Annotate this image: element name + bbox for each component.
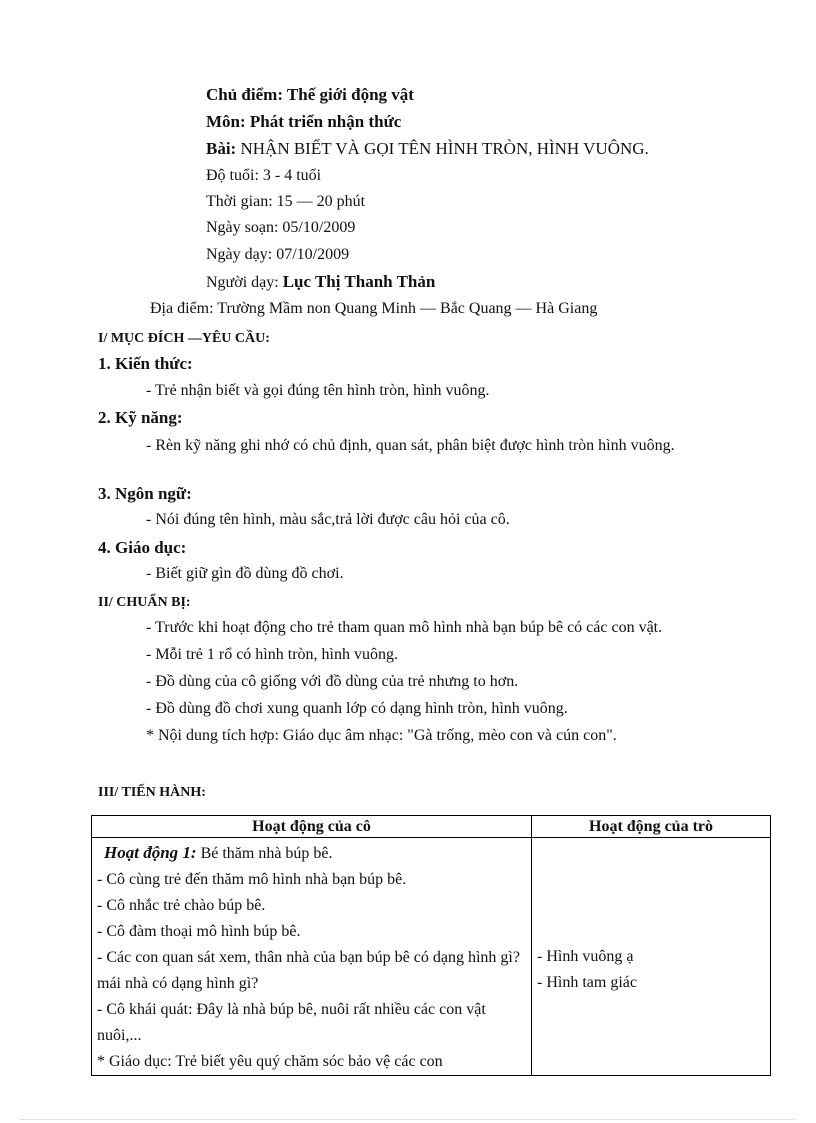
teacher-line: - Các con quan sát xem, thân nhà của bạn búp bê có dạng hình gì? mái nhà có dạng hình gì? xyxy=(97,949,520,992)
prep-item: - Đồ dùng đồ chơi xung quanh lớp có dạng hình tròn, hình vuông. xyxy=(146,700,568,717)
table-row xyxy=(92,838,771,1076)
teacher-line: - Cô đàm thoại mô hình búp bê. xyxy=(97,923,301,940)
lesson-title: NHẬN BIẾT VÀ GỌI TÊN HÌNH TRÒN, HÌNH VUÔNG. xyxy=(240,139,649,158)
language-text: - Nói đúng tên hình, màu sắc,trả lời được câu hỏi của cô. xyxy=(146,511,510,528)
child-column-header: Hoạt động của trò xyxy=(532,816,771,838)
integration-note: * Nội dung tích hợp: Giáo dục âm nhạc: "Gà trống, mèo con và cún con". xyxy=(146,727,617,744)
teacher-activity-cell xyxy=(92,838,532,1076)
teacher-label: Người dạy: xyxy=(206,274,283,291)
table-header-row xyxy=(92,816,771,838)
child-line: - Hình tam giác xyxy=(537,974,637,991)
prep-item: - Đồ dùng của cô giống với đồ dùng của trẻ nhưng to hơn. xyxy=(146,673,519,690)
child-activity-cell xyxy=(532,838,771,1076)
page-bottom-divider xyxy=(20,1119,796,1120)
skills-text: - Rèn kỹ năng ghi nhớ có chủ định, quan sát, phân biệt được hình tròn hình vuông. xyxy=(146,437,675,454)
activity-title: Bé thăm nhà búp bê. xyxy=(196,845,333,862)
activity-table xyxy=(91,815,771,1076)
education-title: 4. Giáo dục: xyxy=(98,538,187,557)
section-3-title: III/ TIẾN HÀNH: xyxy=(98,785,206,800)
education-text: - Biết giữ gìn đồ dùng đồ chơi. xyxy=(146,565,344,582)
teacher-line: - Cô cùng trẻ đến thăm mô hình nhà bạn búp bê. xyxy=(97,871,407,888)
section-1-title: I/ MỤC ĐÍCH —YÊU CẦU: xyxy=(98,331,270,346)
teacher-line: * Giáo dục: Trẻ biết yêu quý chăm sóc bảo vệ các con xyxy=(97,1053,443,1070)
skills-title: 2. Kỹ năng: xyxy=(98,408,183,427)
topic-heading: Chủ điểm: Thế giới động vật xyxy=(206,85,414,104)
prep-item: - Trước khi hoạt động cho trẻ tham quan mô hình nhà bạn búp bê có các con vật. xyxy=(146,619,663,636)
activity-heading xyxy=(97,840,525,867)
teacher-line xyxy=(206,272,435,292)
duration-line: Thời gian: 15 — 20 phút xyxy=(206,193,366,210)
lesson-heading xyxy=(206,139,649,159)
subject-heading: Môn: Phát triển nhận thức xyxy=(206,112,402,131)
teacher-line: - Cô nhắc trẻ chào búp bê. xyxy=(97,897,266,914)
location-line: Địa điểm: Trường Mầm non Quang Minh — Bắc Quang — Hà Giang xyxy=(150,300,598,317)
prepared-date-line: Ngày soạn: 05/10/2009 xyxy=(206,219,356,236)
prep-item: - Mỗi trẻ 1 rổ có hình tròn, hình vuông. xyxy=(146,646,398,663)
activity-label: Hoạt động 1: xyxy=(104,843,197,862)
teacher-line: - Cô khái quát: Đây là nhà búp bê, nuôi rất nhiều các con vật nuôi,... xyxy=(97,1001,486,1044)
teaching-date-line: Ngày dạy: 07/10/2009 xyxy=(206,246,350,263)
lesson-prefix: Bài: xyxy=(206,139,241,158)
knowledge-text: - Trẻ nhận biết và gọi đúng tên hình tròn, hình vuông. xyxy=(146,382,490,399)
child-line: - Hình vuông ạ xyxy=(537,948,634,965)
section-2-title: II/ CHUẨN BỊ: xyxy=(98,595,191,610)
knowledge-title: 1. Kiến thức: xyxy=(98,354,193,373)
language-title: 3. Ngôn ngữ: xyxy=(98,484,192,503)
teacher-column-header: Hoạt động của cô xyxy=(92,816,532,838)
age-line: Độ tuổi: 3 - 4 tuổi xyxy=(206,167,322,184)
teacher-name: Lục Thị Thanh Thản xyxy=(282,272,436,291)
